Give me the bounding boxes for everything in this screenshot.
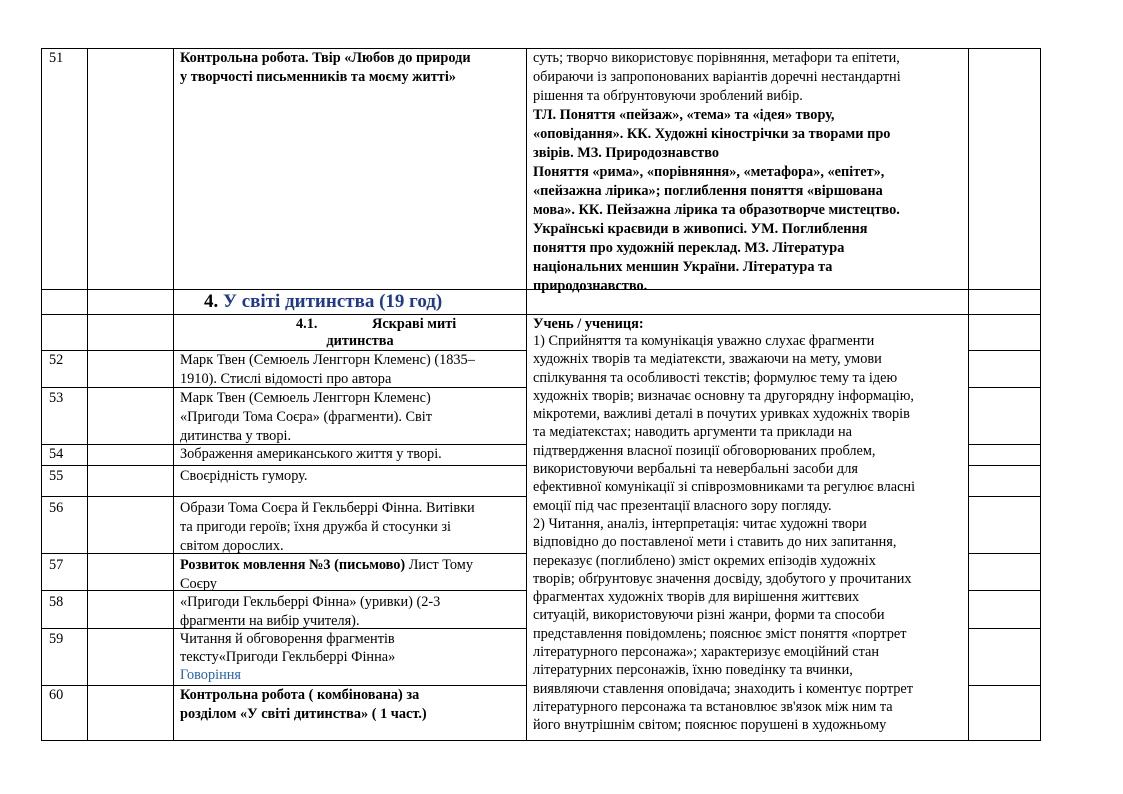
subsection-title-cont: дитинства <box>326 333 394 349</box>
lesson-topic: Контрольна робота ( комбінована) за розділом «У світі дитинства» ( 1 част.) <box>180 687 427 722</box>
table-column-divider <box>526 48 527 741</box>
speaking-link[interactable]: Говоріння <box>180 667 241 683</box>
row-divider <box>968 496 1041 497</box>
section-heading <box>204 291 442 313</box>
table-border-right <box>1040 48 1041 741</box>
lesson-number: 56 <box>49 500 64 516</box>
table-border-left <box>41 48 42 741</box>
learning-outcomes-text: суть; творчо використовує порівняння, метафори та епітети, обираючи із запропонованих варіантів доречні нестандартні рішення та обґрунтовуючи зроблений вибір. <box>533 50 901 104</box>
lesson-topic: Марк Твен (Семюель Ленггорн Клеменс) «Пригоди Тома Соєра» (фрагменти). Світ дитинства у творі. <box>180 390 433 444</box>
lesson-topic-bold: Розвиток мовлення №3 (письмово) <box>180 557 406 573</box>
lesson-number: 55 <box>49 468 64 484</box>
lesson-topic: Читання й обговорення фрагментів тексту«Пригоди Гекльберрі Фінна» <box>180 631 396 665</box>
lesson-topic <box>180 556 525 594</box>
row-divider <box>968 590 1041 591</box>
subsection-number: 4.1. <box>296 316 318 332</box>
row-divider <box>968 553 1041 554</box>
row-divider <box>968 465 1041 466</box>
lesson-topic: Зображення американського життя у творі. <box>180 446 442 462</box>
row-divider <box>968 350 1041 351</box>
section-title: У світі дитинства (19 год) <box>223 291 443 312</box>
lesson-number: 54 <box>49 446 64 462</box>
lesson-number: 51 <box>49 50 64 66</box>
subsection-title: Яскраві миті <box>372 316 457 332</box>
lesson-topic-rest: Лист Тому Соєру <box>180 557 473 592</box>
lesson-topic: Марк Твен (Семюель Ленггорн Клеменс) (1835– 1910). Стислі відомості про автора <box>180 352 475 387</box>
row-divider <box>968 628 1041 629</box>
lesson-topic: «Пригоди Гекльберрі Фінна» (уривки) (2-3 фрагменти на вибір учителя). <box>180 594 441 629</box>
learning-outcomes-links: ТЛ. Поняття «пейзаж», «тема» та «ідея» твору, «оповідання». КК. Художні кінострічки за творами про звірів. МЗ. Природознавство Поняття «рима», «порівняння», «метафора», «епітет», «пейзажна лірика»; поглиблення поняття «віршована мова». КК. Пейзажна лірика та образотворче мистецтво. Українські краєвиди в живописі. УМ. Поглиблення поняття про художній переклад. МЗ. Література національних меншин України. Література та природознавство. <box>533 107 900 294</box>
lesson-number: 57 <box>49 557 64 573</box>
outcomes-heading: Учень / учениця: <box>533 316 644 332</box>
table-column-divider <box>968 48 969 741</box>
row-divider <box>968 444 1041 445</box>
table-column-divider <box>173 48 174 741</box>
lesson-number: 58 <box>49 594 64 610</box>
outcomes-text: 1) Сприйняття та комунікація уважно слухає фрагменти художніх творів та медіатексти, зважаючи на мету, умови спілкування та особливості текстів; формулює тему та ідею художніх творів; визначає основну та другорядну інформацію, мікротеми, важливі деталі в почутих уривках художніх творів та медіатекстах; наводить аргументи та приклади на підтвердження власної позиції обговорюваних проблем, використовуючи вербальні та невербальні засоби для ефективної комунікації зі співрозмовниками та регулює власні емоції під час презентації власного зору погляду. 2) Читання, аналіз, інтерпретація: читає художні твори відповідно до поставленої мети і ставить до них запитання, переказує (поглиблено) зміст окремих епізодів художніх творів; обґрунтовує значення досвіду, здобутого у прочитаних фрагментах художніх творів для вирішення життєвих ситуацій, використовуючи різні жанри, форми та способи представлення повідомлень; пояснює зміст поняття «портрет літературного персонажа»; характеризує емоційний стан літературних персонажів, їхню поведінку та вчинки, виявляючи ставлення оповідача; знаходить і коментує портрет літературного персонажа та встановлює зв'язок між ним та його внутрішнім світом; пояснює порушені в художньому <box>533 333 916 734</box>
lesson-number: 60 <box>49 687 64 703</box>
table-column-divider <box>87 48 88 741</box>
lesson-number: 53 <box>49 390 64 406</box>
row-divider <box>41 496 526 497</box>
lesson-topic: Образи Тома Соєра й Гекльберрі Фінна. Витівки та пригоди героїв; їхня дружба й стосунки зі світом дорослих. <box>180 500 475 554</box>
lesson-topic: Своєрідність гумору. <box>180 468 308 484</box>
lesson-topic: Контрольна робота. Твір «Любов до природи у творчості письменників та моєму житті» <box>180 50 471 85</box>
table-border-bottom <box>41 740 1041 741</box>
section-number: 4. <box>204 291 219 312</box>
row-divider <box>968 387 1041 388</box>
row-divider <box>41 465 526 466</box>
lesson-number: 52 <box>49 352 64 368</box>
row-divider <box>968 685 1041 686</box>
lesson-number: 59 <box>49 631 64 647</box>
